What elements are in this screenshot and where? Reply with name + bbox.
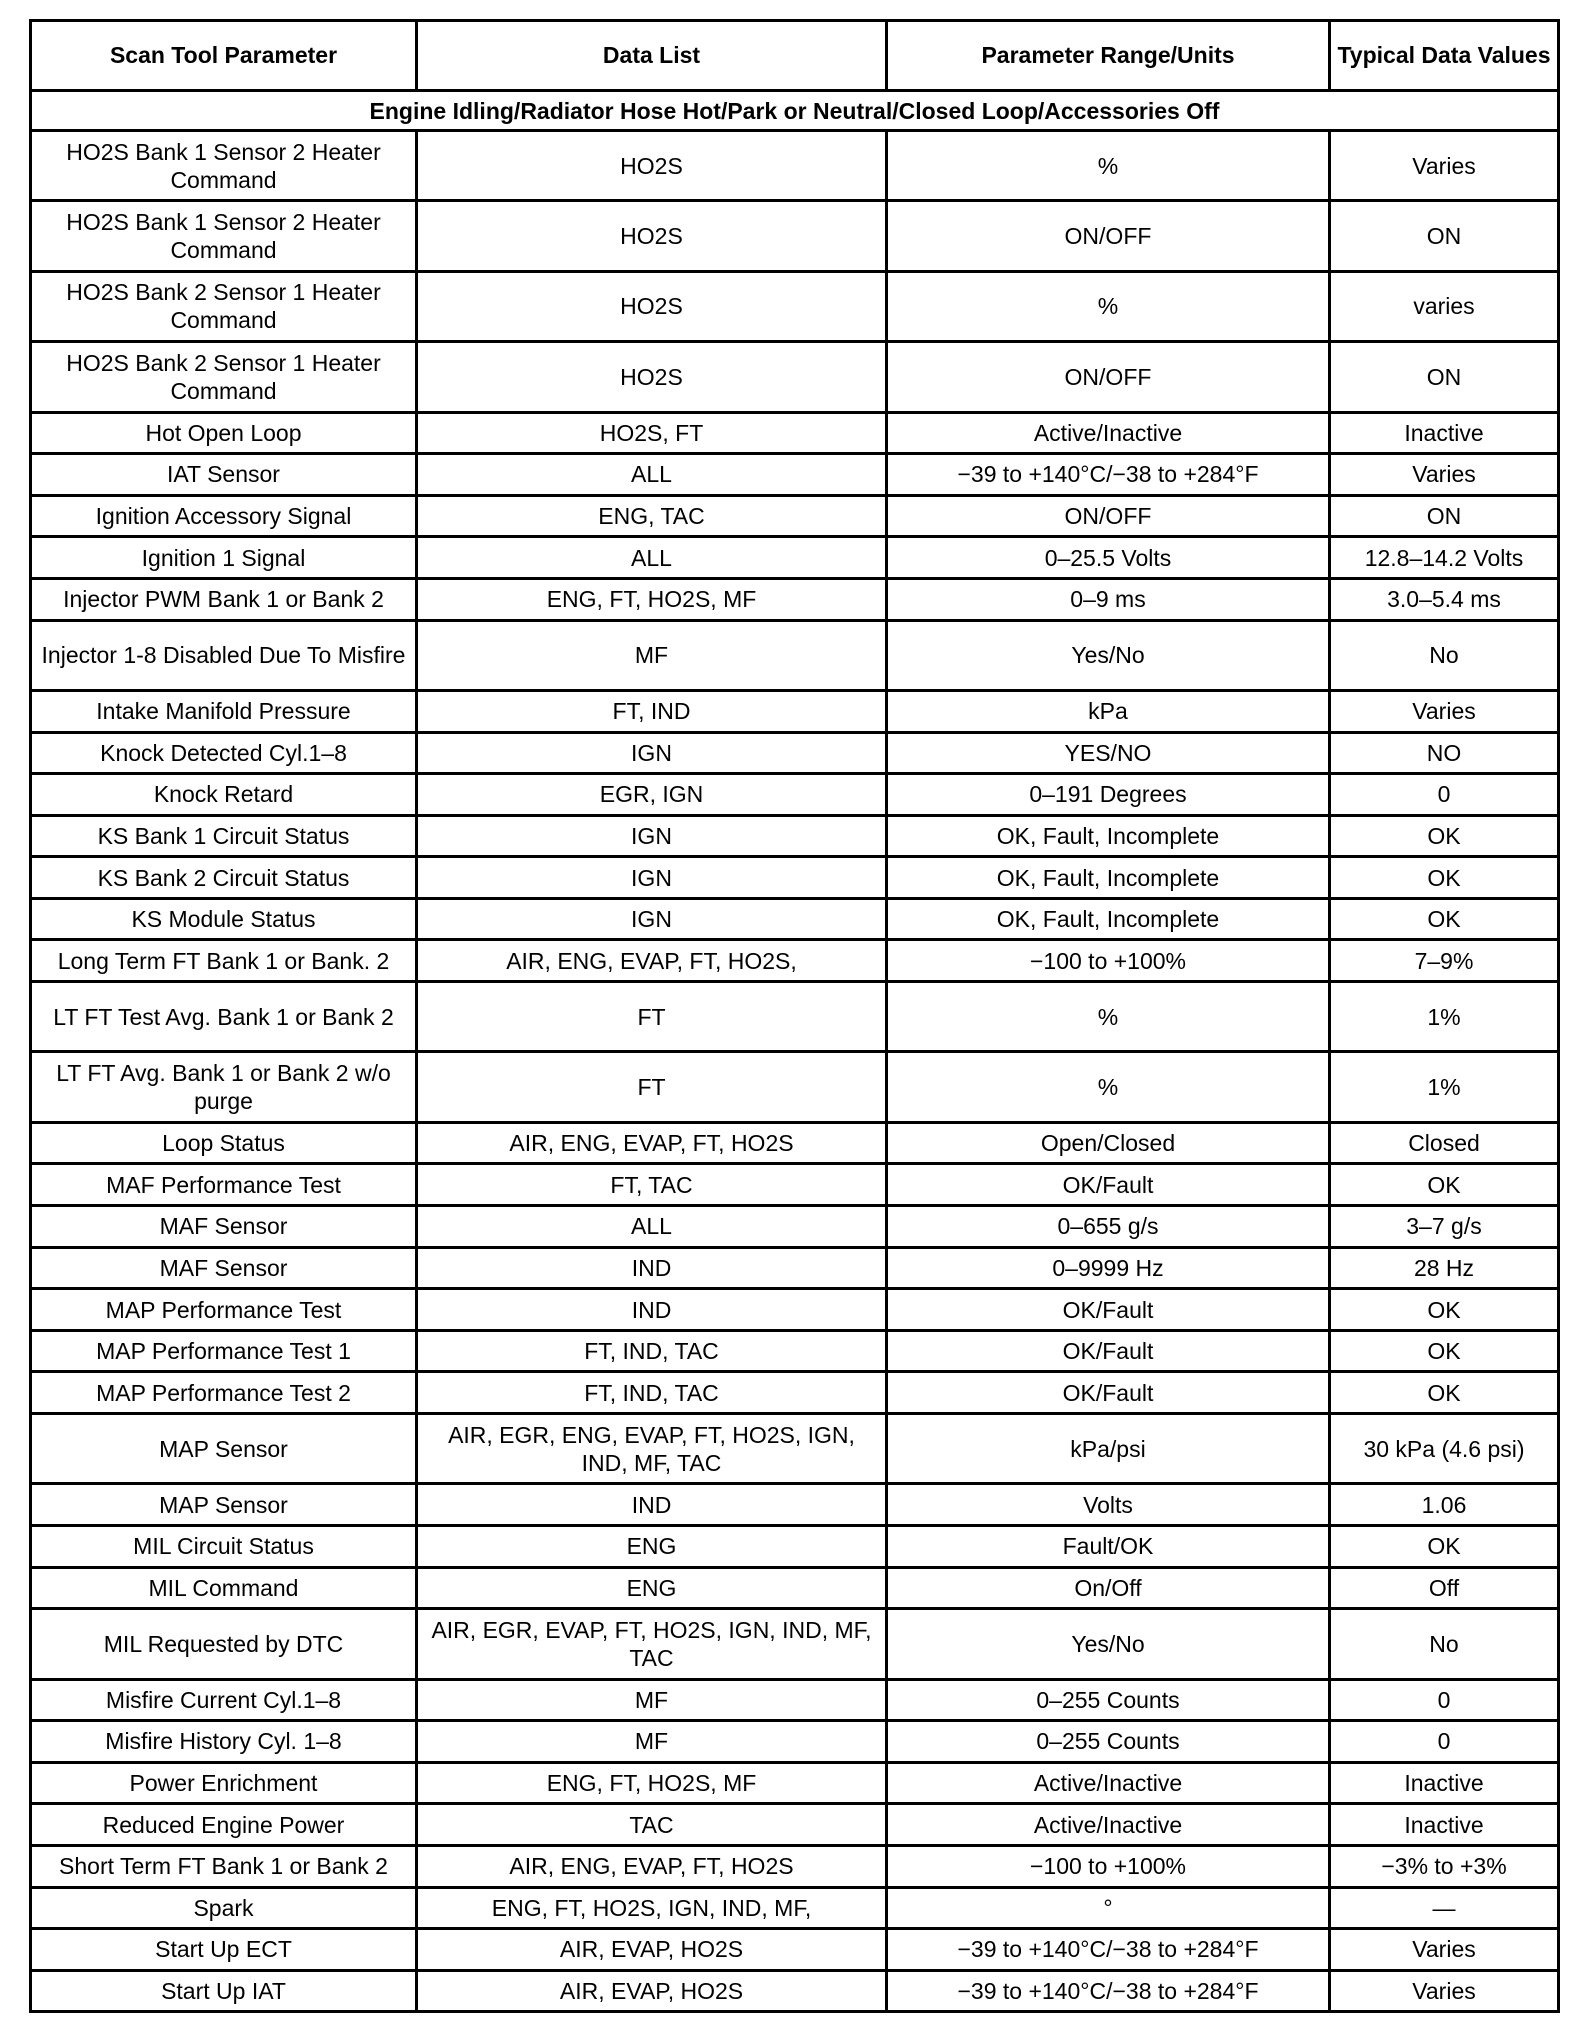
table-row [31,1372,1559,1414]
cell-scan-tool-parameter: MAF Sensor [31,1206,417,1248]
table-row [31,690,1559,732]
cell-typical-value: No [1330,620,1559,690]
cell-parameter-range: OK, Fault, Incomplete [887,898,1330,940]
table-row [31,1609,1559,1679]
cell-data-list: HO2S [417,342,887,412]
cell-parameter-range: Volts [887,1484,1330,1526]
cell-typical-value: 3–7 g/s [1330,1206,1559,1248]
table-header [31,21,1559,91]
cell-parameter-range: ° [887,1887,1330,1929]
cell-parameter-range: Yes/No [887,620,1330,690]
cell-scan-tool-parameter: Long Term FT Bank 1 or Bank. 2 [31,940,417,982]
cell-scan-tool-parameter: Start Up ECT [31,1929,417,1971]
cell-typical-value: 3.0–5.4 ms [1330,578,1559,620]
cell-scan-tool-parameter: Injector 1-8 Disabled Due To Misfire [31,620,417,690]
cell-scan-tool-parameter: Knock Retard [31,774,417,816]
table-row [31,1567,1559,1609]
cell-parameter-range: Active/Inactive [887,1804,1330,1846]
cell-parameter-range: 0–255 Counts [887,1721,1330,1763]
cell-parameter-range: 0–9 ms [887,578,1330,620]
cell-typical-value: Inactive [1330,1762,1559,1804]
cell-parameter-range: Yes/No [887,1609,1330,1679]
cell-scan-tool-parameter: MIL Circuit Status [31,1526,417,1568]
cell-parameter-range: 0–25.5 Volts [887,537,1330,579]
table-row [31,1052,1559,1122]
cell-scan-tool-parameter: MAP Performance Test 1 [31,1330,417,1372]
cell-typical-value: — [1330,1887,1559,1929]
cell-typical-value: 1% [1330,982,1559,1052]
cell-parameter-range: −100 to +100% [887,940,1330,982]
cell-data-list: ALL [417,454,887,496]
cell-parameter-range: YES/NO [887,732,1330,774]
cell-parameter-range: ON/OFF [887,342,1330,412]
cell-typical-value: 1.06 [1330,1484,1559,1526]
cell-parameter-range: % [887,1052,1330,1122]
table-body [31,91,1559,2012]
cell-data-list: ENG [417,1526,887,1568]
cell-typical-value: OK [1330,1526,1559,1568]
cell-typical-value: OK [1330,857,1559,899]
cell-typical-value: OK [1330,1372,1559,1414]
cell-data-list: ENG [417,1567,887,1609]
table-row [31,1721,1559,1763]
cell-parameter-range: Active/Inactive [887,412,1330,454]
table-row [31,131,1559,201]
cell-scan-tool-parameter: HO2S Bank 1 Sensor 2 Heater Command [31,201,417,271]
cell-data-list: FT, IND [417,690,887,732]
cell-scan-tool-parameter: Injector PWM Bank 1 or Bank 2 [31,578,417,620]
cell-parameter-range: OK/Fault [887,1330,1330,1372]
table-row [31,940,1559,982]
cell-parameter-range: OK/Fault [887,1164,1330,1206]
cell-data-list: TAC [417,1804,887,1846]
cell-scan-tool-parameter: LT FT Avg. Bank 1 or Bank 2 w/o purge [31,1052,417,1122]
cell-parameter-range: kPa [887,690,1330,732]
cell-typical-value: 0 [1330,1721,1559,1763]
table-row [31,271,1559,341]
cell-scan-tool-parameter: MIL Requested by DTC [31,1609,417,1679]
cell-data-list: FT, IND, TAC [417,1372,887,1414]
cell-typical-value: Varies [1330,131,1559,201]
cell-typical-value: Varies [1330,454,1559,496]
cell-typical-value: Varies [1330,1970,1559,2012]
cell-scan-tool-parameter: HO2S Bank 2 Sensor 1 Heater Command [31,271,417,341]
header-parameter-range-units: Parameter Range/Units [887,21,1330,91]
cell-parameter-range: −39 to +140°C/−38 to +284°F [887,454,1330,496]
cell-typical-value: No [1330,1609,1559,1679]
cell-scan-tool-parameter: KS Bank 2 Circuit Status [31,857,417,899]
cell-typical-value: Closed [1330,1122,1559,1164]
cell-data-list: ENG, TAC [417,495,887,537]
cell-scan-tool-parameter: Misfire History Cyl. 1–8 [31,1721,417,1763]
table-row [31,1164,1559,1206]
cell-data-list: IND [417,1484,887,1526]
cell-data-list: EGR, IGN [417,774,887,816]
cell-typical-value: varies [1330,271,1559,341]
cell-scan-tool-parameter: MAP Performance Test [31,1289,417,1331]
cell-parameter-range: −39 to +140°C/−38 to +284°F [887,1970,1330,2012]
cell-data-list: IND [417,1289,887,1331]
cell-data-list: HO2S, FT [417,412,887,454]
cell-typical-value: Inactive [1330,412,1559,454]
cell-scan-tool-parameter: LT FT Test Avg. Bank 1 or Bank 2 [31,982,417,1052]
cell-scan-tool-parameter: Loop Status [31,1122,417,1164]
cell-scan-tool-parameter: Misfire Current Cyl.1–8 [31,1679,417,1721]
cell-parameter-range: Active/Inactive [887,1762,1330,1804]
cell-data-list: HO2S [417,271,887,341]
table-row [31,898,1559,940]
cell-typical-value: ON [1330,342,1559,412]
cell-data-list: AIR, ENG, EVAP, FT, HO2S [417,1122,887,1164]
cell-typical-value: Off [1330,1567,1559,1609]
cell-parameter-range: 0–191 Degrees [887,774,1330,816]
cell-scan-tool-parameter: MAF Performance Test [31,1164,417,1206]
cell-parameter-range: % [887,271,1330,341]
cell-parameter-range: −39 to +140°C/−38 to +284°F [887,1929,1330,1971]
cell-data-list: ENG, FT, HO2S, IGN, IND, MF, [417,1887,887,1929]
table-row [31,1289,1559,1331]
cell-data-list: MF [417,620,887,690]
table-row [31,1679,1559,1721]
table-row [31,1206,1559,1248]
table-row [31,1762,1559,1804]
cell-scan-tool-parameter: Intake Manifold Pressure [31,690,417,732]
cell-scan-tool-parameter: Ignition 1 Signal [31,537,417,579]
table-row [31,1247,1559,1289]
cell-data-list: ENG, FT, HO2S, MF [417,578,887,620]
cell-parameter-range: 0–9999 Hz [887,1247,1330,1289]
cell-data-list: FT [417,982,887,1052]
cell-typical-value: ON [1330,201,1559,271]
cell-typical-value: 0 [1330,774,1559,816]
cell-parameter-range: −100 to +100% [887,1845,1330,1887]
table-row [31,1330,1559,1372]
cell-data-list: AIR, ENG, EVAP, FT, HO2S [417,1845,887,1887]
cell-parameter-range: Open/Closed [887,1122,1330,1164]
cell-scan-tool-parameter: MAP Sensor [31,1484,417,1526]
cell-scan-tool-parameter: MAF Sensor [31,1247,417,1289]
cell-data-list: HO2S [417,131,887,201]
cell-scan-tool-parameter: MAP Performance Test 2 [31,1372,417,1414]
cell-data-list: HO2S [417,201,887,271]
cell-data-list: AIR, EGR, ENG, EVAP, FT, HO2S, IGN, IND, MF, TAC [417,1414,887,1484]
cell-parameter-range: OK, Fault, Incomplete [887,815,1330,857]
table-row [31,412,1559,454]
cell-scan-tool-parameter: Ignition Accessory Signal [31,495,417,537]
cell-scan-tool-parameter: IAT Sensor [31,454,417,496]
cell-data-list: IGN [417,898,887,940]
cell-typical-value: 12.8–14.2 Volts [1330,537,1559,579]
header-scan-tool-parameter: Scan Tool Parameter [31,21,417,91]
table-row [31,1970,1559,2012]
table-row [31,1929,1559,1971]
table-row [31,815,1559,857]
cell-typical-value: 30 kPa (4.6 psi) [1330,1414,1559,1484]
cell-typical-value: OK [1330,1289,1559,1331]
table-row [31,201,1559,271]
cell-data-list: AIR, EVAP, HO2S [417,1929,887,1971]
cell-typical-value: OK [1330,1330,1559,1372]
cell-data-list: AIR, ENG, EVAP, FT, HO2S, [417,940,887,982]
table-row [31,857,1559,899]
table-row [31,578,1559,620]
cell-typical-value: Varies [1330,1929,1559,1971]
cell-scan-tool-parameter: MIL Command [31,1567,417,1609]
cell-parameter-range: ON/OFF [887,201,1330,271]
table-row [31,774,1559,816]
cell-typical-value: 7–9% [1330,940,1559,982]
cell-parameter-range: OK/Fault [887,1372,1330,1414]
cell-typical-value: 0 [1330,1679,1559,1721]
table-row [31,1804,1559,1846]
table-row [31,1526,1559,1568]
cell-parameter-range: OK, Fault, Incomplete [887,857,1330,899]
cell-data-list: ALL [417,537,887,579]
cell-data-list: FT, TAC [417,1164,887,1206]
cell-typical-value: Varies [1330,690,1559,732]
cell-data-list: ALL [417,1206,887,1248]
cell-typical-value: OK [1330,1164,1559,1206]
cell-typical-value: Inactive [1330,1804,1559,1846]
header-row [31,21,1559,91]
cell-typical-value: 1% [1330,1052,1559,1122]
cell-scan-tool-parameter: KS Bank 1 Circuit Status [31,815,417,857]
cell-parameter-range: % [887,131,1330,201]
table-row [31,1484,1559,1526]
cell-data-list: AIR, EGR, EVAP, FT, HO2S, IGN, IND, MF, TAC [417,1609,887,1679]
cell-typical-value: OK [1330,898,1559,940]
cell-data-list: MF [417,1679,887,1721]
header-data-list: Data List [417,21,887,91]
cell-data-list: FT [417,1052,887,1122]
table-row [31,454,1559,496]
cell-scan-tool-parameter: KS Module Status [31,898,417,940]
table-row [31,620,1559,690]
cell-typical-value: OK [1330,815,1559,857]
cell-scan-tool-parameter: Reduced Engine Power [31,1804,417,1846]
cell-parameter-range: % [887,982,1330,1052]
cell-scan-tool-parameter: HO2S Bank 1 Sensor 2 Heater Command [31,131,417,201]
cell-typical-value: −3% to +3% [1330,1845,1559,1887]
table-row [31,1414,1559,1484]
table-row [31,342,1559,412]
table-row [31,732,1559,774]
cell-data-list: AIR, EVAP, HO2S [417,1970,887,2012]
table-row [31,1845,1559,1887]
cell-parameter-range: On/Off [887,1567,1330,1609]
table-row [31,495,1559,537]
cell-parameter-range: Fault/OK [887,1526,1330,1568]
cell-parameter-range: 0–655 g/s [887,1206,1330,1248]
table-row [31,982,1559,1052]
cell-scan-tool-parameter: Knock Detected Cyl.1–8 [31,732,417,774]
cell-data-list: MF [417,1721,887,1763]
cell-scan-tool-parameter: Spark [31,1887,417,1929]
scan-tool-data-sheet [29,19,1557,2013]
cell-scan-tool-parameter: Start Up IAT [31,1970,417,2012]
cell-parameter-range: kPa/psi [887,1414,1330,1484]
table-row [31,537,1559,579]
section-row [31,91,1559,131]
cell-data-list: ENG, FT, HO2S, MF [417,1762,887,1804]
cell-typical-value: 28 Hz [1330,1247,1559,1289]
cell-scan-tool-parameter: Short Term FT Bank 1 or Bank 2 [31,1845,417,1887]
cell-parameter-range: ON/OFF [887,495,1330,537]
cell-data-list: IGN [417,815,887,857]
cell-typical-value: NO [1330,732,1559,774]
cell-data-list: FT, IND, TAC [417,1330,887,1372]
table-row [31,1887,1559,1929]
header-typical-data-values: Typical Data Values [1330,21,1559,91]
scan-tool-data-table [29,19,1560,2013]
cell-scan-tool-parameter: HO2S Bank 2 Sensor 1 Heater Command [31,342,417,412]
cell-scan-tool-parameter: MAP Sensor [31,1414,417,1484]
cell-typical-value: ON [1330,495,1559,537]
cell-parameter-range: 0–255 Counts [887,1679,1330,1721]
cell-data-list: IGN [417,732,887,774]
cell-scan-tool-parameter: Hot Open Loop [31,412,417,454]
table-row [31,1122,1559,1164]
cell-data-list: IND [417,1247,887,1289]
cell-scan-tool-parameter: Power Enrichment [31,1762,417,1804]
cell-parameter-range: OK/Fault [887,1289,1330,1331]
section-title: Engine Idling/Radiator Hose Hot/Park or Neutral/Closed Loop/Accessories Off [31,91,1559,131]
cell-data-list: IGN [417,857,887,899]
